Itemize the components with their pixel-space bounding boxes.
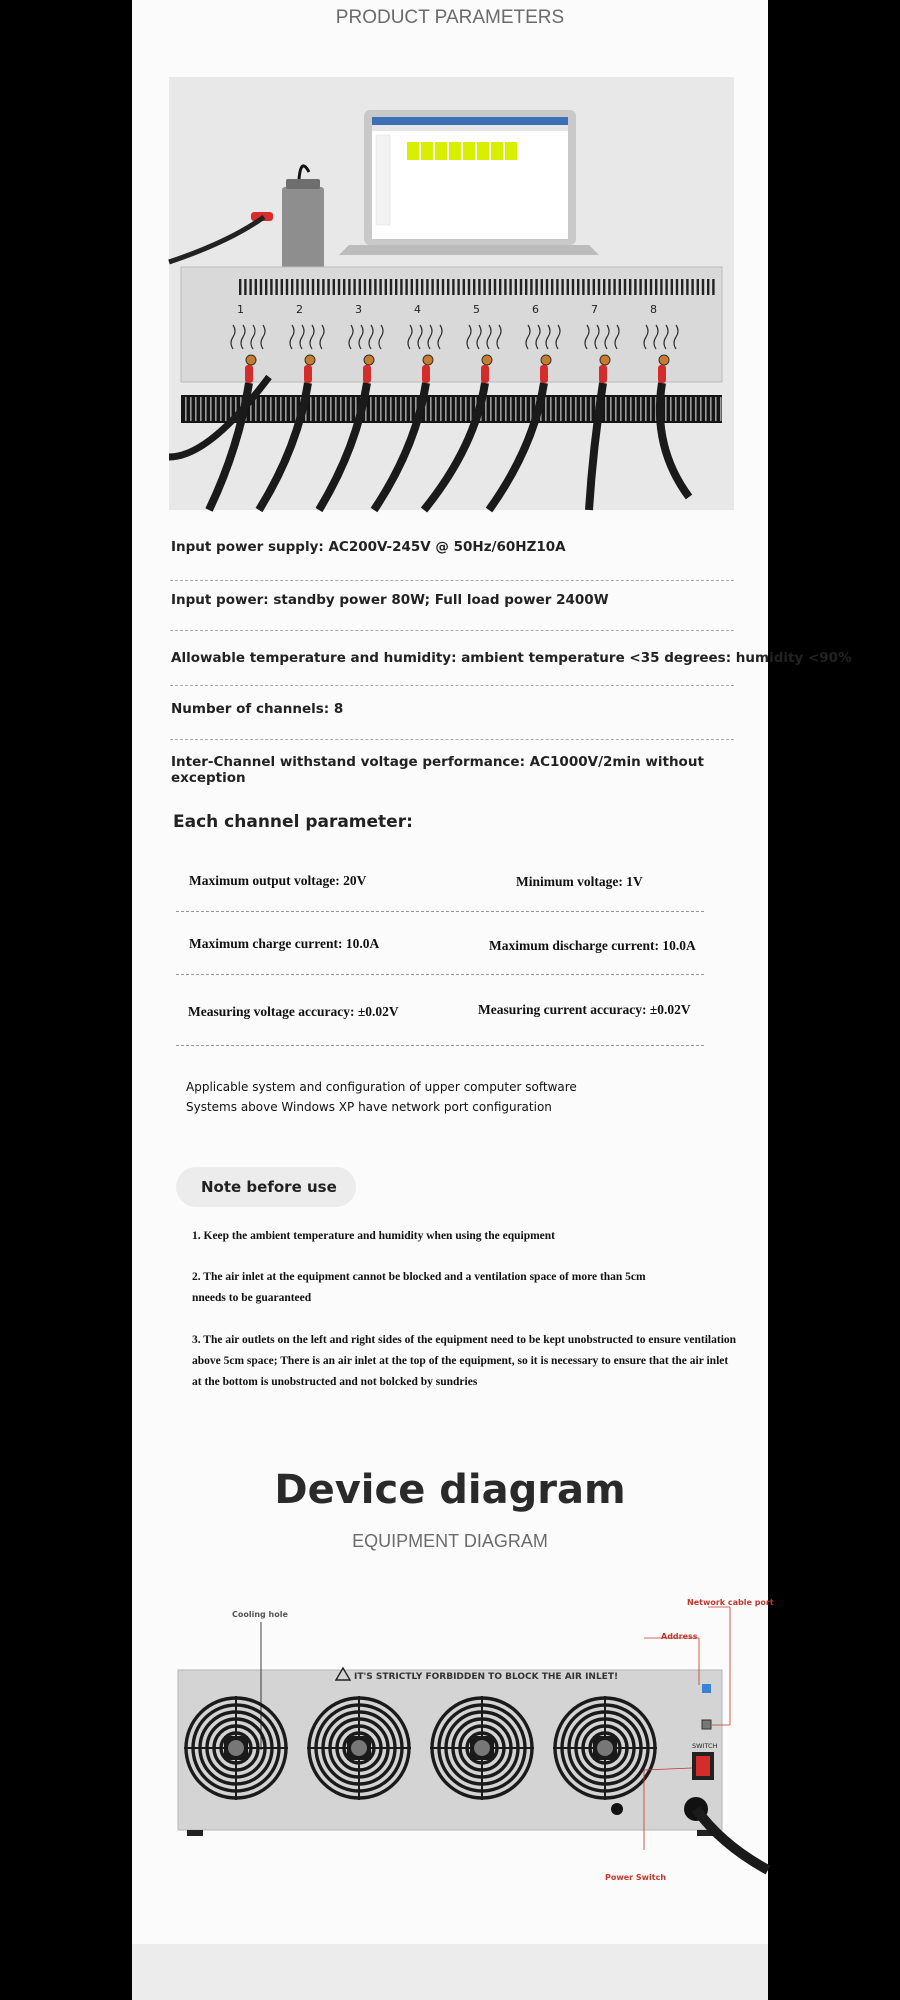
device-rear-diagram (132, 1580, 774, 1882)
network-port-label: Network cable port (687, 1598, 774, 1607)
spec-channels: Number of channels: 8 (171, 701, 344, 717)
section-title: PRODUCT PARAMETERS (335, 7, 565, 28)
note-1: 1. Keep the ambient temperature and humidity when using the equipment (192, 1230, 556, 1242)
channel-jack (659, 355, 669, 365)
channel-number: 7 (591, 303, 598, 316)
network-port (702, 1720, 711, 1729)
air-inlet-warning: IT'S STRICTLY FORBIDDEN TO BLOCK THE AIR INLET! (354, 1672, 619, 1682)
channel-number: 5 (473, 303, 480, 316)
channel-jack (482, 355, 492, 365)
divider (170, 685, 734, 686)
channel-jack (423, 355, 433, 365)
param-max-discharge-current: Maximum discharge current: 10.0A (489, 938, 696, 953)
param-current-accuracy: Measuring current accuracy: ±0.02V (478, 1002, 691, 1017)
spec-input-supply: Input power supply: AC200V-245V @ 50Hz/60HZ10A (171, 539, 566, 555)
channel-number: 8 (650, 303, 657, 316)
channel-number: 1 (237, 303, 244, 316)
power-cable (696, 1809, 768, 1870)
channel-jack (600, 355, 610, 365)
footer-strip (132, 1944, 768, 2000)
channel-number: 6 (532, 303, 539, 316)
param-voltage-accuracy: Measuring voltage accuracy: ±0.02V (188, 1004, 399, 1019)
address-port (702, 1684, 711, 1693)
product-photo (169, 77, 734, 510)
channel-jack (246, 355, 256, 365)
fan-icon (430, 1696, 534, 1800)
laptop-image (339, 110, 599, 255)
software-config-line2: Systems above Windows XP have network port configuration (186, 1100, 552, 1114)
note-2-line1: 2. The air inlet at the equipment cannot be blocked and a ventilation space of more than 5cm (192, 1271, 646, 1283)
channel-jack (541, 355, 551, 365)
device-diagram-title: Device diagram (274, 1467, 626, 1513)
product-page (132, 0, 852, 2000)
spec-temperature: Allowable temperature and humidity: ambient temperature <35 degrees: humidity <90% (171, 650, 852, 666)
power-switch-label: Power Switch (605, 1873, 667, 1882)
fan-icon (553, 1696, 657, 1800)
note-3-line3: at the bottom is unobstructed and not bolcked by sundries (192, 1376, 478, 1388)
channel-number: 3 (355, 303, 362, 316)
divider (176, 911, 704, 912)
note-heading: Note before use (201, 1178, 337, 1196)
spec-input-power: Input power: standby power 80W; Full load power 2400W (171, 592, 609, 608)
channel-param-heading: Each channel parameter: (173, 812, 413, 832)
divider (176, 974, 704, 975)
address-label: Address (661, 1632, 698, 1641)
spec-withstand-voltage: Inter-Channel withstand voltage performance: AC1000V/2min without exception (171, 754, 704, 786)
cooling-hole-label: Cooling hole (232, 1610, 288, 1619)
battery-tester-image (169, 77, 734, 510)
note-2-line2: nneeds to be guaranteed (192, 1292, 312, 1304)
fan-icon (307, 1696, 411, 1800)
param-max-output-voltage: Maximum output voltage: 20V (189, 873, 367, 888)
channel-number: 4 (414, 303, 421, 316)
note-3-line1: 3. The air outlets on the left and right sides of the equipment need to be kept unobstructed to ensure ventilation (192, 1334, 737, 1346)
rear-panel-image (132, 1580, 768, 1880)
divider (170, 580, 734, 581)
software-config-line1: Applicable system and configuration of upper computer software (186, 1080, 577, 1094)
divider (176, 1045, 704, 1046)
fan-icon (184, 1696, 288, 1800)
param-min-voltage: Minimum voltage: 1V (516, 874, 643, 889)
equipment-diagram-subtitle: EQUIPMENT DIAGRAM (352, 1531, 548, 1551)
note-heading-pill (176, 1167, 356, 1207)
channel-number: 2 (296, 303, 303, 316)
divider (170, 739, 734, 740)
divider (170, 630, 734, 631)
param-max-charge-current: Maximum charge current: 10.0A (189, 936, 380, 951)
channel-jack (305, 355, 315, 365)
channel-jack (364, 355, 374, 365)
note-3-line2: above 5cm space; There is an air inlet at the top of the equipment, so it is necessary to ensure that the air inlet (192, 1355, 729, 1367)
switch-label: SWITCH (692, 1742, 718, 1750)
